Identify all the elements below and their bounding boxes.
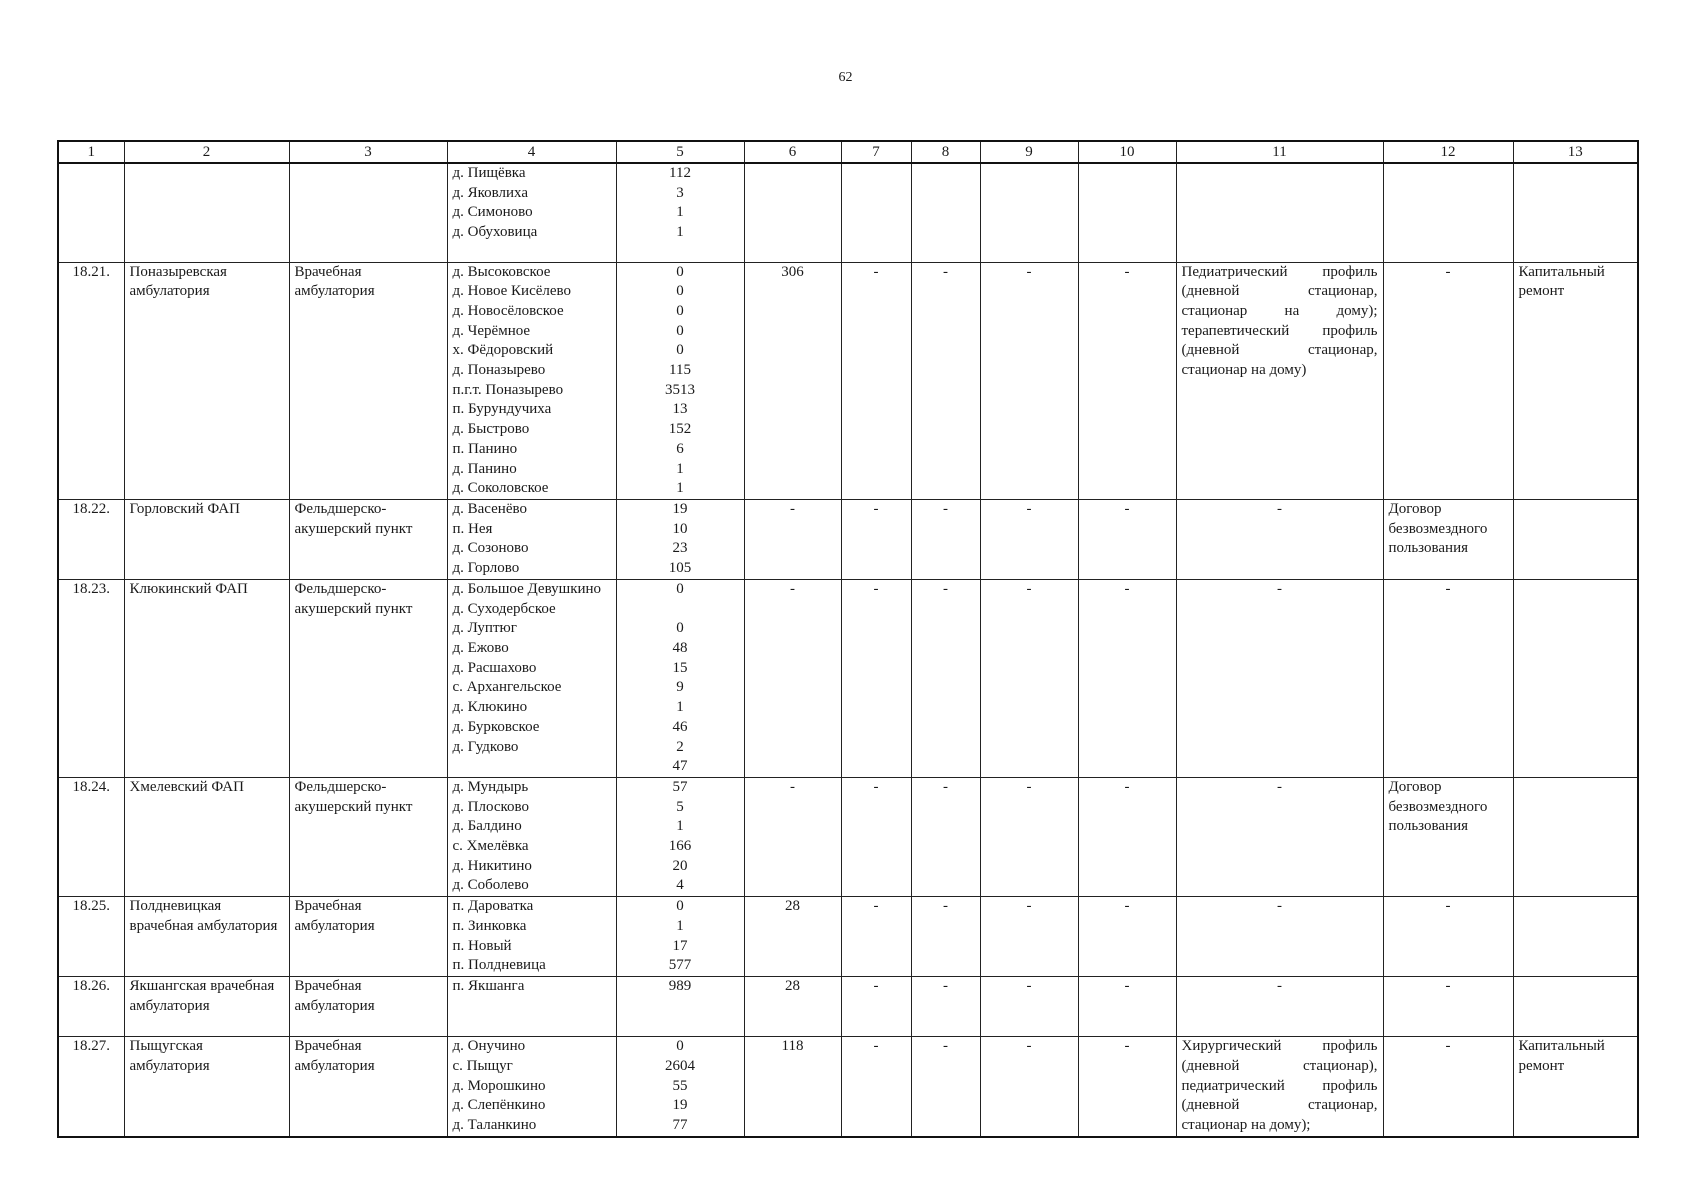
column-header-12: 12 (1383, 141, 1513, 163)
localities-list-item: д. Суходербское (452, 600, 556, 617)
localities-list (447, 897, 616, 977)
localities-list-item: д. Симоново (452, 204, 533, 221)
planned-action (1513, 897, 1638, 977)
col-6-value: 306 (744, 262, 841, 499)
localities-list (447, 262, 616, 499)
col-7-value: - (841, 579, 911, 777)
population-list-item: 166 (668, 838, 692, 855)
localities-list-item: д. Соколовское (452, 480, 549, 497)
row-number: 18.21. (58, 262, 124, 499)
facility-type: Врачебная амбулатория (289, 262, 447, 499)
row-number: 18.26. (58, 977, 124, 1037)
col-7-value: - (841, 262, 911, 499)
localities-list-item: д. Поназырево (452, 362, 546, 379)
population-list-item: 989 (668, 978, 692, 995)
table-row (58, 977, 1638, 1037)
facility-name: Хмелевский ФАП (124, 777, 289, 896)
population-list-item: 0 (676, 322, 684, 339)
population-list (616, 1037, 744, 1137)
population-list-item: 1 (676, 480, 684, 497)
localities-list-item: п. Дароватка (452, 898, 534, 915)
col-7-value: - (841, 897, 911, 977)
population-list-item: 55 (672, 1077, 688, 1094)
col-10-value: - (1078, 977, 1176, 1037)
population-list-item: 3513 (665, 381, 695, 398)
population-list-item: 1 (676, 224, 684, 241)
facility-type: Фельдшерско-акушерский пункт (289, 579, 447, 777)
facility-type: Врачебная амбулатория (289, 977, 447, 1037)
col-9-value: - (980, 897, 1078, 977)
localities-list-item: д. Пищёвка (452, 165, 526, 181)
population-list (616, 163, 744, 262)
localities-list-item: д. Таланкино (452, 1117, 537, 1133)
row-number: 18.23. (58, 579, 124, 777)
localities-list (447, 579, 616, 777)
localities-list-item: д. Быстрово (452, 421, 530, 438)
population-list-item: 5 (676, 798, 684, 815)
col-10-value: - (1078, 897, 1176, 977)
usage-basis: - (1383, 977, 1513, 1037)
population-list-item: 3 (676, 184, 684, 201)
population-list-item: 0 (676, 263, 684, 280)
col-9-value: - (980, 579, 1078, 777)
localities-list (447, 499, 616, 579)
profile-description: Хирургический профиль (дневной стационар), педиатрический профиль (дневной стационар, стационар на дому); (1176, 1037, 1383, 1137)
usage-basis: - (1383, 579, 1513, 777)
col-6-value: - (744, 777, 841, 896)
facility-name: Горловский ФАП (124, 499, 289, 579)
localities-list-item: п. Новый (452, 937, 512, 954)
population-list-item: 0 (676, 898, 684, 915)
localities-list-item: д. Новосёловское (452, 302, 564, 319)
column-header-6: 6 (744, 141, 841, 163)
col-9-value: - (980, 262, 1078, 499)
localities-list-item: п. Панино (452, 440, 518, 457)
localities-list-item: д. Панино (452, 460, 517, 477)
profile-description: - (1176, 579, 1383, 777)
usage-basis: - (1383, 1037, 1513, 1137)
localities-list-item: д. Черёмное (452, 322, 531, 339)
population-list-item: 9 (676, 679, 684, 696)
col-6-value: 28 (744, 977, 841, 1037)
facility-name: Поназыревская амбулатория (124, 262, 289, 499)
localities-list-item: п. Полдневица (452, 957, 546, 974)
population-list-item: 0 (676, 302, 684, 319)
population-list-item: 20 (672, 857, 688, 874)
table-row (58, 262, 1638, 499)
population-list-item: 47 (672, 758, 688, 775)
column-header-8: 8 (911, 141, 980, 163)
population-list-item: 23 (672, 540, 688, 557)
col-6-value: 28 (744, 897, 841, 977)
localities-list-item: д. Никитино (452, 857, 532, 874)
row-number: 18.22. (58, 499, 124, 579)
table-row (58, 897, 1638, 977)
col-9-value: - (980, 777, 1078, 896)
col-8-value: - (911, 262, 980, 499)
localities-list-item: д. Соболево (452, 877, 529, 894)
population-list-item: 115 (669, 362, 691, 379)
col-7-value: - (841, 499, 911, 579)
population-list-item: 19 (672, 1097, 688, 1114)
facility-type: Врачебная амбулатория (289, 1037, 447, 1137)
column-header-2: 2 (124, 141, 289, 163)
planned-action (1513, 777, 1638, 896)
column-header-11: 11 (1176, 141, 1383, 163)
population-list (616, 262, 744, 499)
population-list-item (622, 600, 739, 620)
localities-list-item: с. Пыщуг (452, 1057, 513, 1074)
localities-list-item: п. Якшанга (452, 978, 525, 995)
col-6-value: 118 (744, 1037, 841, 1137)
col-7-value (841, 163, 911, 262)
localities-list-item: д. Новое Кисёлево (452, 283, 572, 300)
table-row (58, 1037, 1638, 1137)
population-list-item: 0 (676, 580, 684, 597)
usage-basis: - (1383, 897, 1513, 977)
localities-list-item: д. Луптюг (452, 620, 517, 637)
localities-list (447, 163, 616, 262)
localities-list-item: д. Созоново (452, 540, 529, 557)
population-list-item: 1 (676, 917, 684, 934)
col-8-value: - (911, 777, 980, 896)
population-list-item: 17 (672, 937, 688, 954)
column-header-1: 1 (58, 141, 124, 163)
population-list-item: 6 (676, 440, 684, 457)
population-list-item: 1 (676, 460, 684, 477)
table-row (58, 499, 1638, 579)
population-list-item: 2 (676, 738, 684, 755)
header-row (58, 141, 1638, 163)
population-list-item: 152 (668, 421, 692, 438)
usage-basis: Договор безвозмездного пользования (1383, 777, 1513, 896)
facility-type: Фельдшерско-акушерский пункт (289, 499, 447, 579)
facility-name: Якшангская врачебная амбулатория (124, 977, 289, 1037)
population-list-item: 13 (672, 401, 688, 418)
localities-list-item: д. Клюкино (452, 699, 528, 716)
facility-type: Врачебная амбулатория (289, 897, 447, 977)
population-list-item: 0 (676, 620, 684, 637)
column-header-13: 13 (1513, 141, 1638, 163)
col-9-value: - (980, 1037, 1078, 1137)
localities-list-item: д. Большое Девушкино (452, 580, 602, 597)
col-10-value: - (1078, 262, 1176, 499)
facilities-table (57, 140, 1639, 1138)
population-list-item: 0 (676, 283, 684, 300)
population-list-item: 112 (669, 165, 691, 181)
column-header-4: 4 (447, 141, 616, 163)
population-list-item: 105 (668, 560, 692, 577)
column-header-9: 9 (980, 141, 1078, 163)
localities-list-item: д. Васенёво (452, 500, 527, 517)
table-row (58, 163, 1638, 262)
profile-description: - (1176, 499, 1383, 579)
population-list-item: 10 (672, 520, 688, 537)
col-6-value (744, 163, 841, 262)
row-number: 18.24. (58, 777, 124, 896)
population-list-item: 0 (676, 1038, 684, 1055)
localities-list-item: п. Бурундучиха (452, 401, 552, 418)
row-number: 18.25. (58, 897, 124, 977)
col-10-value: - (1078, 1037, 1176, 1137)
col-9-value: - (980, 977, 1078, 1037)
col-10-value: - (1078, 579, 1176, 777)
row-number: 18.27. (58, 1037, 124, 1137)
row-number (58, 163, 124, 262)
col-10-value: - (1078, 777, 1176, 896)
col-7-value: - (841, 777, 911, 896)
population-list-item: 1 (676, 204, 684, 221)
usage-basis (1383, 163, 1513, 262)
population-list-item: 77 (672, 1117, 688, 1133)
col-9-value (980, 163, 1078, 262)
localities-list-item: д. Морошкино (452, 1077, 546, 1094)
localities-list-item: д. Горлово (452, 560, 520, 577)
population-list-item: 2604 (665, 1057, 695, 1074)
population-list-item: 577 (668, 957, 692, 974)
localities-list-item: д. Расшахово (452, 659, 537, 676)
usage-basis: - (1383, 262, 1513, 499)
profile-description (1176, 163, 1383, 262)
col-7-value: - (841, 1037, 911, 1137)
col-8-value: - (911, 1037, 980, 1137)
column-header-3: 3 (289, 141, 447, 163)
profile-description: - (1176, 977, 1383, 1037)
localities-list-item: с. Хмелёвка (452, 838, 529, 855)
col-8-value: - (911, 897, 980, 977)
population-list (616, 977, 744, 1037)
localities-list (447, 1037, 616, 1137)
facility-name: Полдневицкая врачебная амбулатория (124, 897, 289, 977)
population-list-item: 46 (672, 718, 688, 735)
localities-list-item: с. Архангельское (452, 679, 562, 696)
population-list (616, 777, 744, 896)
facility-name (124, 163, 289, 262)
localities-list-item: п. Нея (452, 520, 493, 537)
planned-action: Капитальный ремонт (1513, 262, 1638, 499)
col-10-value (1078, 163, 1176, 262)
localities-list (447, 777, 616, 896)
population-list-item: 19 (672, 500, 688, 517)
planned-action (1513, 163, 1638, 262)
population-list (616, 897, 744, 977)
population-list-item: 0 (676, 342, 684, 359)
population-list (616, 579, 744, 777)
col-6-value: - (744, 499, 841, 579)
localities-list-item: д. Онучино (452, 1038, 526, 1055)
facility-name: Пыщугская амбулатория (124, 1037, 289, 1137)
col-6-value: - (744, 579, 841, 777)
col-10-value: - (1078, 499, 1176, 579)
population-list-item: 57 (672, 778, 688, 795)
localities-list-item: д. Яковлиха (452, 184, 529, 201)
facility-type (289, 163, 447, 262)
column-header-7: 7 (841, 141, 911, 163)
planned-action (1513, 977, 1638, 1037)
usage-basis: Договор безвозмездного пользования (1383, 499, 1513, 579)
localities-list-item: п.г.т. Поназырево (452, 381, 564, 398)
table-row (58, 777, 1638, 896)
planned-action (1513, 579, 1638, 777)
column-header-5: 5 (616, 141, 744, 163)
profile-description: - (1176, 897, 1383, 977)
profile-description: Педиатрический профиль (дневной стационар, стационар на дому); терапевтический профиль (дневной стационар, стационар на дому) (1176, 262, 1383, 499)
col-8-value: - (911, 579, 980, 777)
col-9-value: - (980, 499, 1078, 579)
table-row (58, 579, 1638, 777)
localities-list-item: х. Фёдоровский (452, 342, 554, 359)
facility-type: Фельдшерско-акушерский пункт (289, 777, 447, 896)
column-header-10: 10 (1078, 141, 1176, 163)
page-number: 62 (838, 70, 853, 85)
localities-list-item: д. Бурковское (452, 718, 540, 735)
population-list (616, 499, 744, 579)
localities-list-item: п. Зинковка (452, 917, 527, 934)
localities-list-item: д. Высоковское (452, 263, 551, 280)
col-8-value: - (911, 977, 980, 1037)
population-list-item: 1 (676, 818, 684, 835)
profile-description: - (1176, 777, 1383, 896)
localities-list-item: д. Мундырь (452, 778, 529, 795)
localities-list-item: д. Балдино (452, 818, 522, 835)
facility-name: Клюкинский ФАП (124, 579, 289, 777)
col-8-value (911, 163, 980, 262)
localities-list-item: д. Ежово (452, 640, 509, 657)
localities-list (447, 977, 616, 1037)
col-7-value: - (841, 977, 911, 1037)
population-list-item: 1 (676, 699, 684, 716)
localities-list-item: д. Обуховица (452, 224, 538, 241)
localities-list-item: д. Слепёнкино (452, 1097, 546, 1114)
localities-list-item: д. Гудково (452, 738, 519, 755)
planned-action: Капитальный ремонт (1513, 1037, 1638, 1137)
population-list-item: 15 (672, 659, 688, 676)
col-8-value: - (911, 499, 980, 579)
population-list-item: 48 (672, 640, 688, 657)
planned-action (1513, 499, 1638, 579)
population-list-item: 4 (676, 877, 684, 894)
localities-list-item: д. Плосково (452, 798, 529, 815)
